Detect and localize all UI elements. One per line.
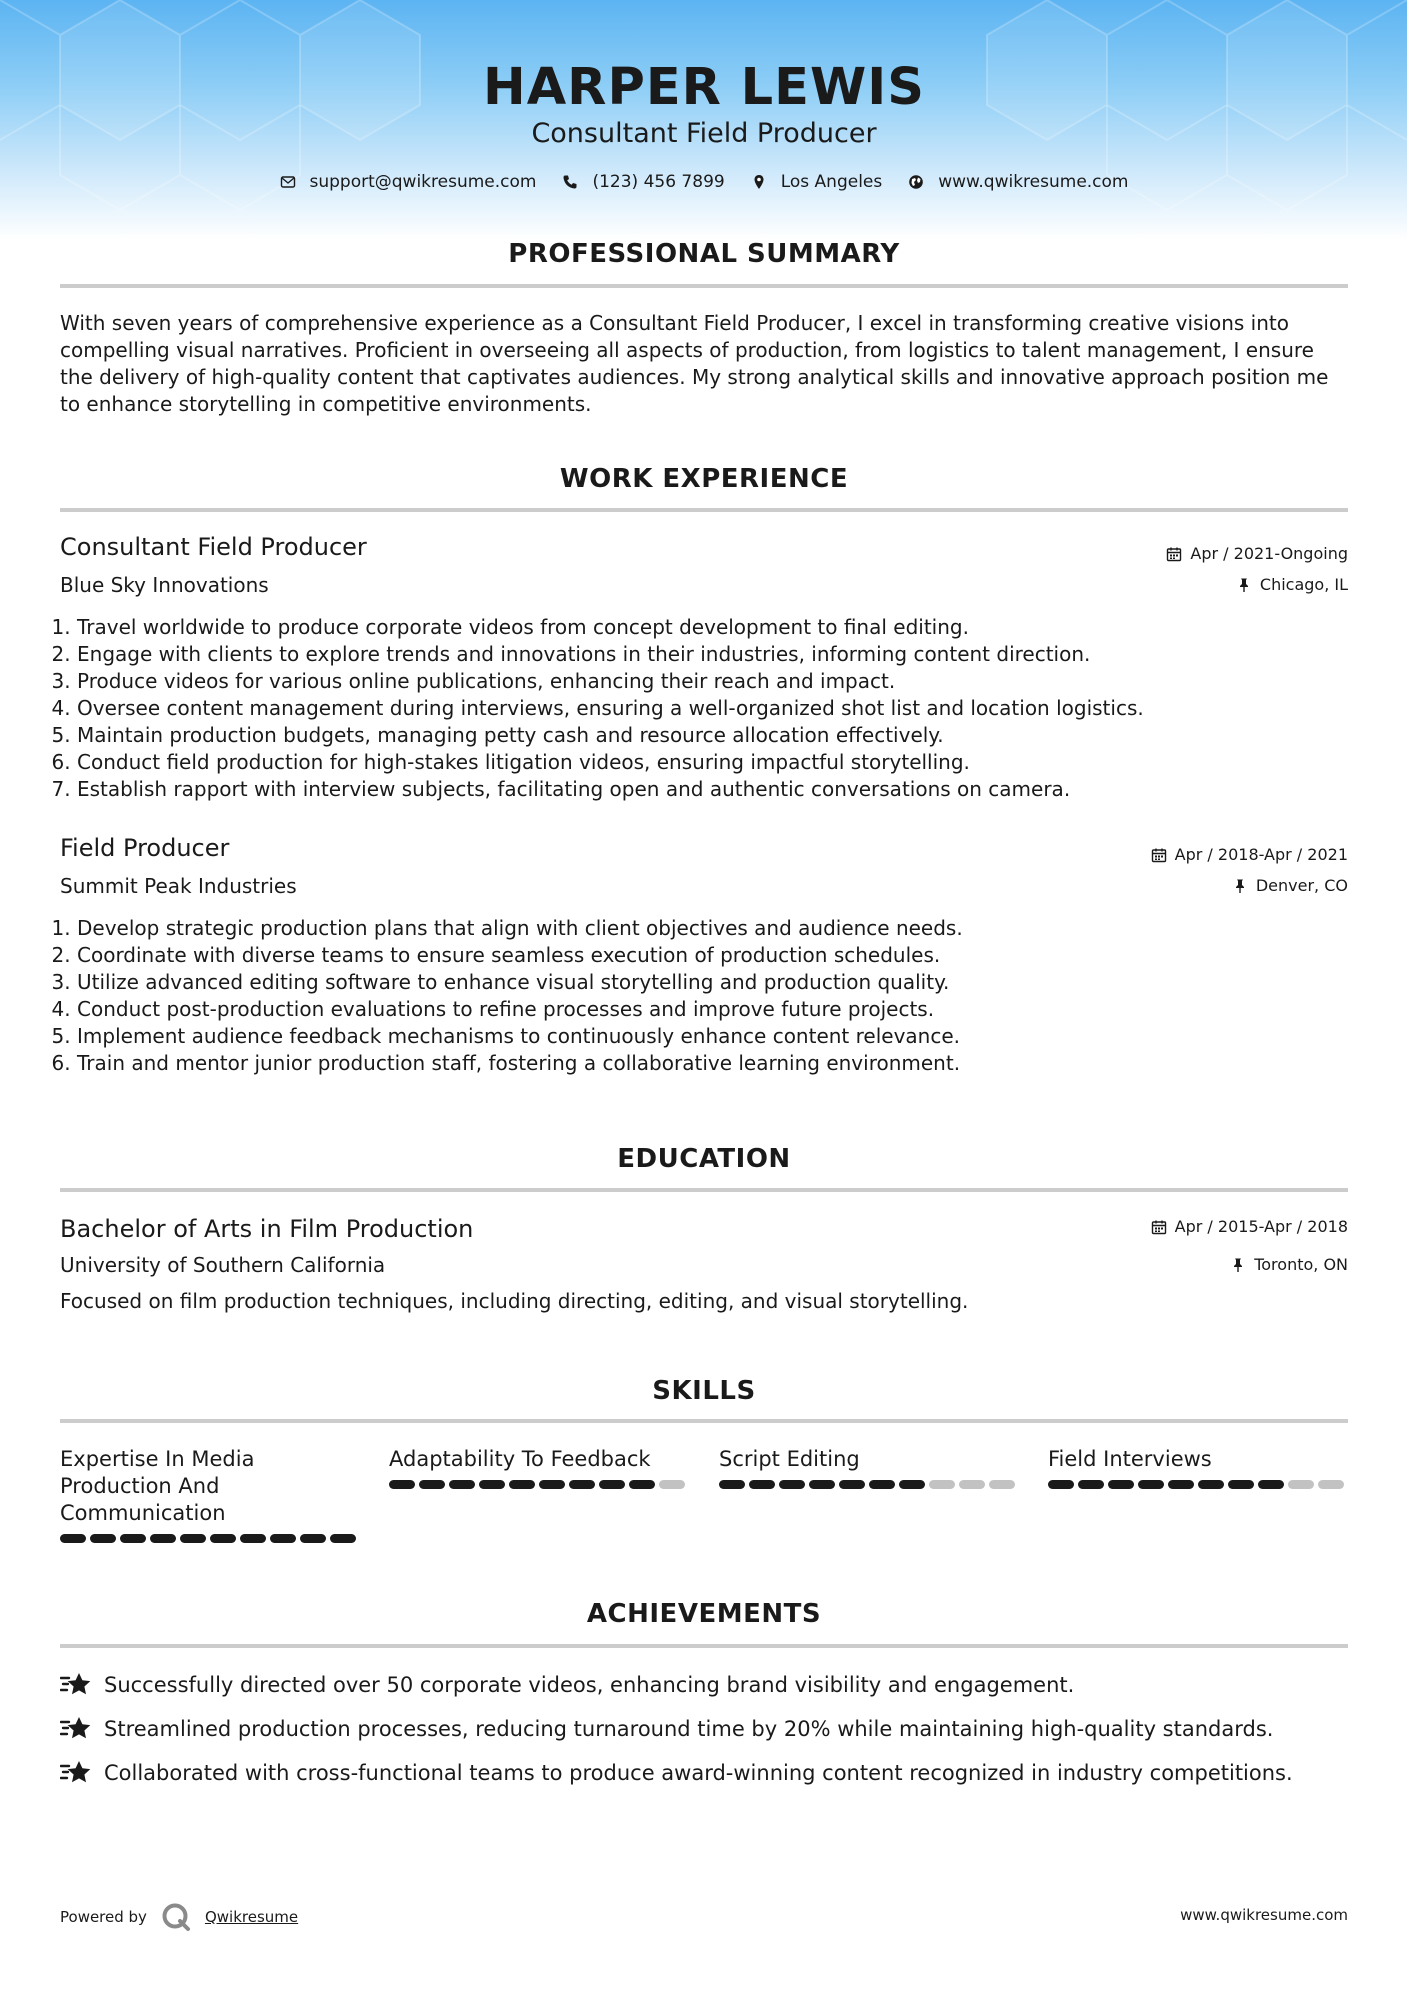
- list-item: 5. Maintain production budgets, managing petty cash and resource allocation effectively.: [77, 722, 1347, 749]
- skill-dot-filled: [180, 1534, 206, 1543]
- qwikresume-logo-icon: [161, 1902, 191, 1932]
- skill-dot-filled: [1048, 1480, 1074, 1489]
- skill-dot-filled: [1198, 1480, 1224, 1489]
- skill-dot-filled: [90, 1534, 116, 1543]
- calendar-icon: [1151, 847, 1167, 863]
- summary-divider: [60, 284, 1348, 288]
- skill-name: Expertise In Media Production And Communication: [60, 1447, 255, 1525]
- pushpin-icon: [1236, 577, 1252, 593]
- skill-dot-filled: [629, 1480, 655, 1489]
- list-item: 4. Oversee content management during interviews, ensuring a well-organized shot list and location logistics.: [77, 695, 1347, 722]
- job-dates: [1151, 845, 1348, 864]
- skill-dot-filled: [839, 1480, 865, 1489]
- skill-dot-empty: [1288, 1480, 1314, 1489]
- skill-dot-filled: [1138, 1480, 1164, 1489]
- skills-divider: [60, 1419, 1348, 1423]
- location-text: Los Angeles: [780, 172, 883, 192]
- job-location: [1236, 575, 1348, 594]
- list-item: 7. Establish rapport with interview subjects, facilitating open and authentic conversations on camera.: [77, 776, 1347, 803]
- job-title: Field Producer: [60, 834, 230, 862]
- skill-dot-filled: [1228, 1480, 1254, 1489]
- achievement-text: Collaborated with cross-functional teams to produce award-winning content recognized in industry competitions.: [104, 1761, 1293, 1785]
- achievement-item: [60, 1715, 1273, 1743]
- summary-heading: PROFESSIONAL SUMMARY: [508, 239, 900, 269]
- calendar-icon: [1151, 1219, 1167, 1235]
- calendar-icon: [1166, 546, 1182, 562]
- website-text: www.qwikresume.com: [938, 172, 1129, 192]
- skill-dot-filled: [150, 1534, 176, 1543]
- skill-dot-empty: [1318, 1480, 1344, 1489]
- candidate-title: Consultant Field Producer: [531, 118, 877, 149]
- skill-dot-filled: [1078, 1480, 1104, 1489]
- skill-dot-empty: [659, 1480, 685, 1489]
- list-item: 2. Engage with clients to explore trends and innovations in their industries, informing content direction.: [77, 641, 1347, 668]
- skill-level-meter: [719, 1480, 1019, 1489]
- contact-bar: [60, 172, 1348, 192]
- skill-dot-filled: [1258, 1480, 1284, 1489]
- skill-dot-filled: [479, 1480, 505, 1489]
- list-item: 6. Train and mentor junior production staff, fostering a collaborative learning environment.: [77, 1050, 1347, 1077]
- education-description: Focused on film production techniques, including directing, editing, and visual storytelling.: [60, 1289, 969, 1313]
- skill-dot-filled: [899, 1480, 925, 1489]
- skill-item: [719, 1446, 1019, 1489]
- experience-divider: [60, 508, 1348, 512]
- education-heading: EDUCATION: [617, 1144, 791, 1174]
- job-location-text: Chicago, IL: [1259, 575, 1348, 594]
- degree-title: Bachelor of Arts in Film Production: [60, 1215, 474, 1243]
- skill-dot-filled: [569, 1480, 595, 1489]
- footer-website[interactable]: www.qwikresume.com: [1180, 1906, 1348, 1924]
- qwikresume-link[interactable]: Qwikresume: [204, 1908, 299, 1926]
- skill-dot-filled: [300, 1534, 326, 1543]
- skill-level-meter: [1048, 1480, 1348, 1489]
- footer-powered-by: [60, 1902, 298, 1932]
- globe-icon: [908, 174, 924, 190]
- education-divider: [60, 1188, 1348, 1192]
- skill-item: [60, 1446, 360, 1543]
- education-location: [1230, 1255, 1348, 1274]
- skill-item: [1048, 1446, 1348, 1489]
- skill-dot-filled: [749, 1480, 775, 1489]
- job-company: Blue Sky Innovations: [60, 573, 269, 597]
- summary-text: With seven years of comprehensive experience as a Consultant Field Producer, I excel in transforming creative visions into compelling visual narratives. Proficient in overseeing all aspects of production, from logistics to talent management, I ensure the delivery of high-quality content that captivates audiences. My strong analytical skills and innovative approach position me to enhance storytelling in competitive environments.: [60, 311, 1329, 416]
- phone-text: (123) 456 7899: [592, 172, 725, 192]
- list-item: 6. Conduct field production for high-stakes litigation videos, ensuring impactful storytelling.: [77, 749, 1347, 776]
- skill-dot-filled: [509, 1480, 535, 1489]
- list-item: 1. Travel worldwide to produce corporate videos from concept development to final editing.: [77, 614, 1347, 641]
- contact-location: [751, 172, 883, 192]
- job-company: Summit Peak Industries: [60, 874, 297, 898]
- contact-email[interactable]: [280, 172, 537, 192]
- skill-dot-empty: [989, 1480, 1015, 1489]
- star-icon: [60, 1671, 92, 1699]
- job-dates: [1166, 544, 1348, 563]
- skill-dot-filled: [779, 1480, 805, 1489]
- achievements-divider: [60, 1644, 1348, 1648]
- phone-icon: [562, 174, 578, 190]
- pushpin-icon: [1230, 1257, 1246, 1273]
- skill-dot-filled: [809, 1480, 835, 1489]
- skill-dot-filled: [719, 1480, 745, 1489]
- skill-dot-filled: [869, 1480, 895, 1489]
- job-dates-text: Apr / 2021-Ongoing: [1190, 544, 1348, 563]
- email-text: support@qwikresume.com: [309, 172, 537, 192]
- education-dates-text: Apr / 2015-Apr / 2018: [1174, 1217, 1348, 1236]
- job-location-text: Denver, CO: [1255, 876, 1348, 895]
- achievements-heading: ACHIEVEMENTS: [586, 1599, 822, 1629]
- list-item: 2. Coordinate with diverse teams to ensure seamless execution of production schedules.: [77, 942, 1347, 969]
- education-dates: [1151, 1217, 1348, 1236]
- achievement-text: Successfully directed over 50 corporate videos, enhancing brand visibility and engagement.: [104, 1673, 1075, 1697]
- skill-name: Script Editing: [719, 1447, 860, 1471]
- skill-dot-filled: [1108, 1480, 1134, 1489]
- list-item: 1. Develop strategic production plans that align with client objectives and audience needs.: [77, 915, 1347, 942]
- skill-dot-empty: [929, 1480, 955, 1489]
- job-responsibilities: [60, 614, 1347, 803]
- experience-heading: WORK EXPERIENCE: [559, 464, 849, 494]
- envelope-icon: [280, 174, 296, 190]
- skill-name: Field Interviews: [1048, 1447, 1212, 1471]
- star-icon: [60, 1715, 92, 1743]
- skill-item: [389, 1446, 689, 1489]
- skill-dot-filled: [449, 1480, 475, 1489]
- job-title: Consultant Field Producer: [60, 533, 367, 561]
- job-location: [1232, 876, 1348, 895]
- skill-dot-filled: [1168, 1480, 1194, 1489]
- contact-phone[interactable]: [562, 172, 724, 192]
- education-location-text: Toronto, ON: [1254, 1255, 1348, 1274]
- achievement-text: Streamlined production processes, reducing turnaround time by 20% while maintaining high-quality standards.: [104, 1717, 1274, 1741]
- achievement-item: [60, 1759, 1293, 1787]
- skill-name: Adaptability To Feedback: [389, 1447, 651, 1471]
- list-item: 4. Conduct post-production evaluations to refine processes and improve future projects.: [77, 996, 1347, 1023]
- skill-dot-filled: [60, 1534, 86, 1543]
- skill-level-meter: [60, 1534, 360, 1543]
- achievement-item: [60, 1671, 1074, 1699]
- skill-dot-filled: [419, 1480, 445, 1489]
- skill-dot-filled: [539, 1480, 565, 1489]
- job-responsibilities: [60, 915, 1347, 1077]
- skill-dot-empty: [959, 1480, 985, 1489]
- skill-dot-filled: [389, 1480, 415, 1489]
- skills-heading: SKILLS: [652, 1376, 756, 1406]
- skill-dot-filled: [330, 1534, 356, 1543]
- list-item: 3. Produce videos for various online publications, enhancing their reach and impact.: [77, 668, 1347, 695]
- job-dates-text: Apr / 2018-Apr / 2021: [1174, 845, 1348, 864]
- map-marker-icon: [751, 174, 767, 190]
- school-name: University of Southern California: [60, 1253, 386, 1277]
- skill-dot-filled: [120, 1534, 146, 1543]
- skill-dot-filled: [599, 1480, 625, 1489]
- powered-by-label: Powered by: [60, 1908, 147, 1926]
- star-icon: [60, 1759, 92, 1787]
- skill-dot-filled: [210, 1534, 236, 1543]
- list-item: 3. Utilize advanced editing software to enhance visual storytelling and production quality.: [77, 969, 1347, 996]
- skill-dot-filled: [270, 1534, 296, 1543]
- list-item: 5. Implement audience feedback mechanisms to continuously enhance content relevance.: [77, 1023, 1347, 1050]
- skill-dot-filled: [240, 1534, 266, 1543]
- contact-website[interactable]: [908, 172, 1128, 192]
- candidate-name: HARPER LEWIS: [483, 58, 925, 117]
- skill-level-meter: [389, 1480, 689, 1489]
- pushpin-icon: [1232, 878, 1248, 894]
